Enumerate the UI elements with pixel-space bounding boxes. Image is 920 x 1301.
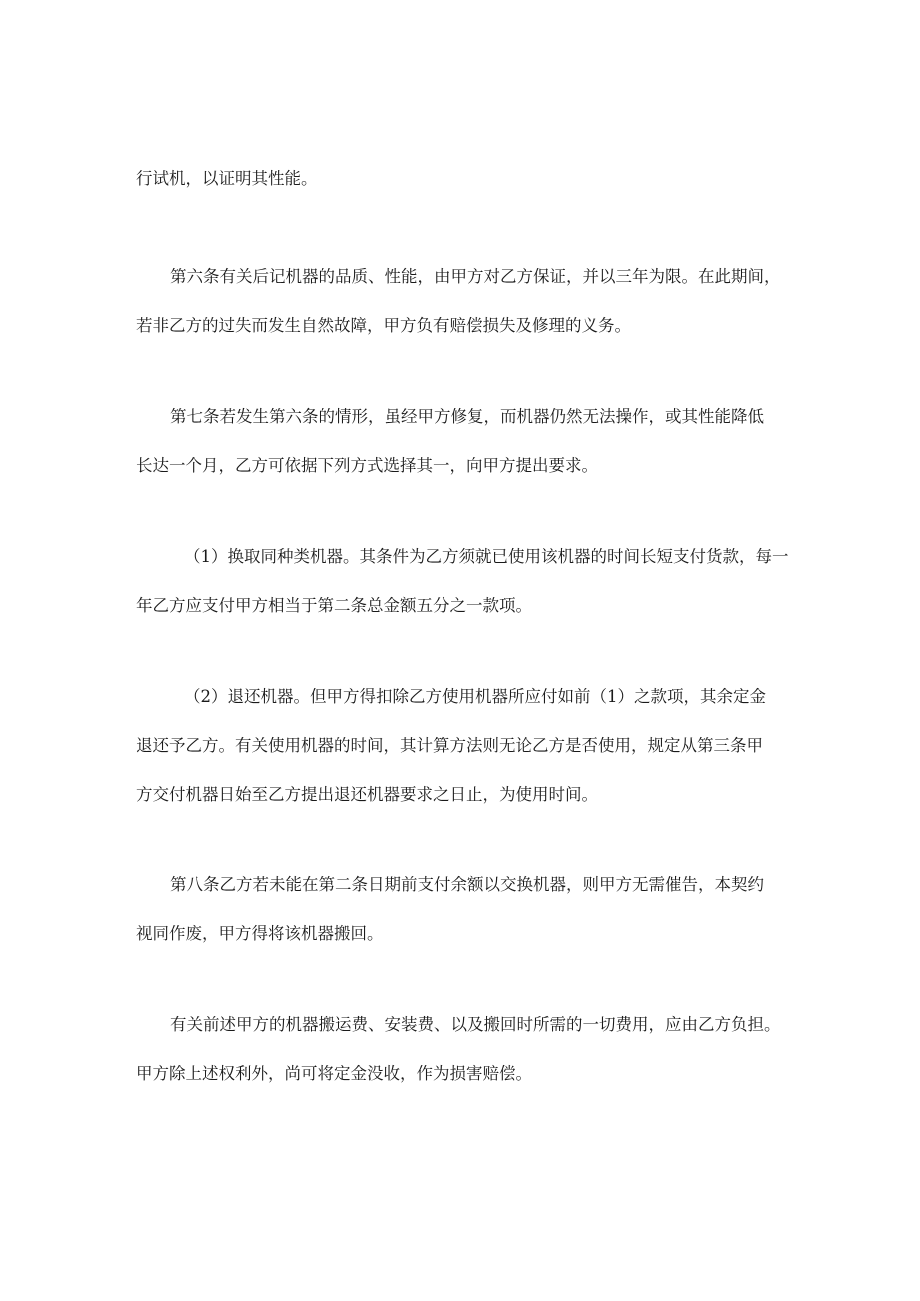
paragraph-line: 第六条有关后记机器的品质、性能，由甲方对乙方保证，并以三年为限。在此期间， bbox=[170, 267, 781, 286]
paragraph-line: 甲方除上述权利外，尚可将定金没收，作为损害赔偿。 bbox=[136, 1064, 532, 1083]
paragraph-line: 视同作废，甲方得将该机器搬回。 bbox=[136, 924, 384, 943]
paragraph-line: 有关前述甲方的机器搬运费、安装费、以及搬回时所需的一切费用，应由乙方负担。 bbox=[170, 1015, 781, 1034]
paragraph-article-6 bbox=[136, 252, 816, 350]
paragraph-costs bbox=[136, 1000, 816, 1098]
paragraph-article-7 bbox=[136, 392, 816, 490]
paragraph-article-8 bbox=[136, 860, 816, 958]
paragraph-line: 第七条若发生第六条的情形，虽经甲方修复，而机器仍然无法操作，或其性能降低 bbox=[170, 407, 764, 426]
paragraph-line: 长达一个月，乙方可依据下列方式选择其一，向甲方提出要求。 bbox=[136, 456, 598, 475]
paragraph-continuation bbox=[136, 154, 816, 203]
paragraph-line: （2）退还机器。但甲方得扣除乙方使用机器所应付如前（1）之款项，其余定金 bbox=[184, 687, 766, 706]
paragraph-line: 行试机，以证明其性能。 bbox=[136, 169, 318, 188]
paragraph-line: （1）换取同种类机器。其条件为乙方须就已使用该机器的时间长短支付货款，每一 bbox=[184, 547, 789, 566]
paragraph-line: 退还予乙方。有关使用机器的时间，其计算方法则无论乙方是否使用，规定从第三条甲 bbox=[136, 736, 763, 755]
paragraph-line: 若非乙方的过失而发生自然故障，甲方负有赔偿损失及修理的义务。 bbox=[136, 316, 631, 335]
paragraph-line: 年乙方应支付甲方相当于第二条总金额五分之一款项。 bbox=[136, 596, 532, 615]
paragraph-line: 方交付机器日始至乙方提出退还机器要求之日止，为使用时间。 bbox=[136, 785, 598, 804]
paragraph-item-2 bbox=[136, 672, 816, 819]
paragraph-item-1 bbox=[136, 532, 816, 630]
paragraph-line: 第八条乙方若未能在第二条日期前支付余额以交换机器，则甲方无需催告，本契约 bbox=[170, 875, 764, 894]
